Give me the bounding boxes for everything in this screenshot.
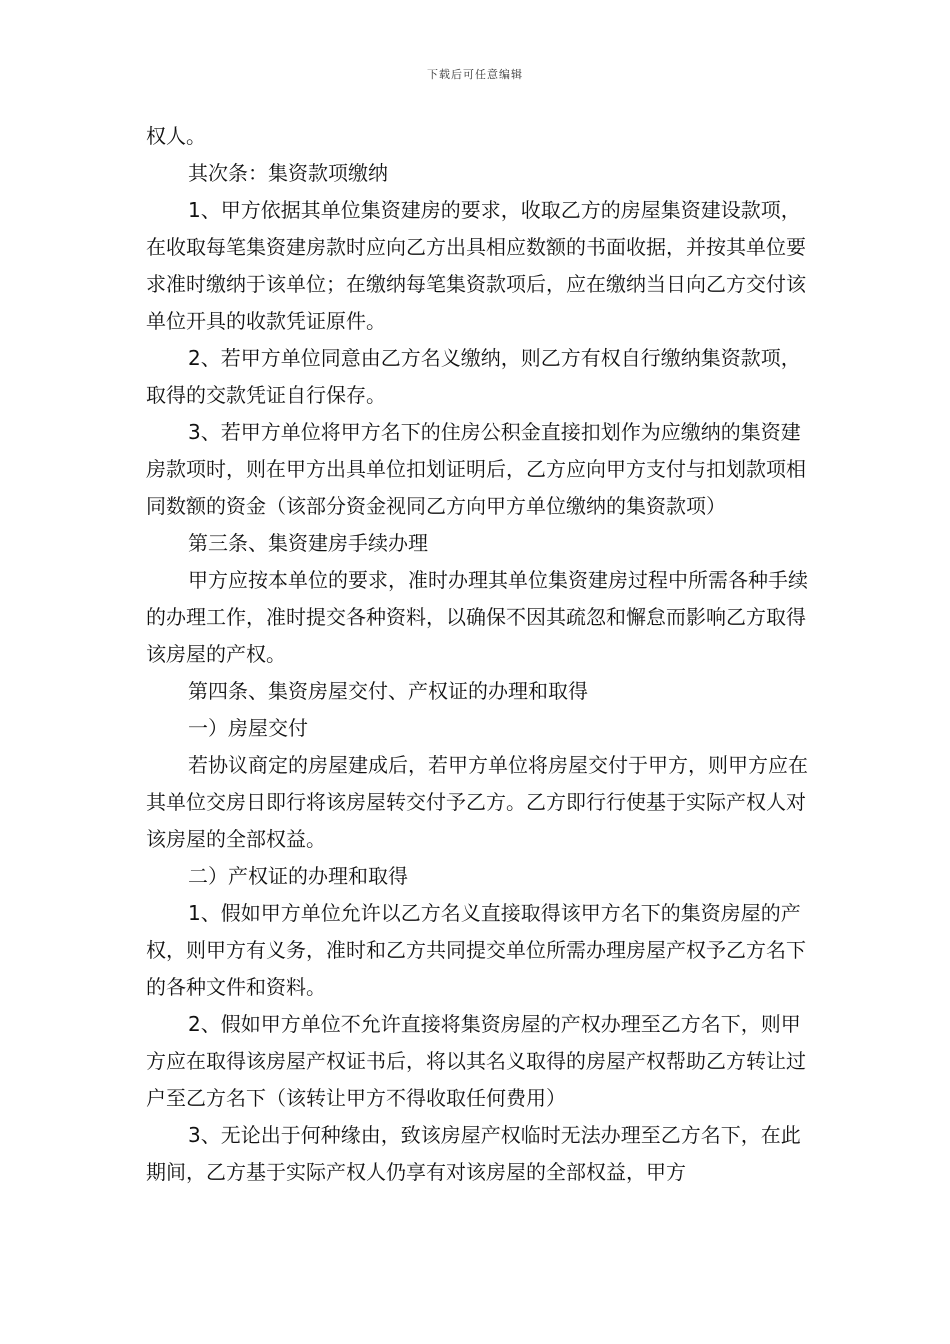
document-body [146,118,808,1191]
paragraph: 2、若甲方单位同意由乙方名义缴纳，则乙方有权自行缴纳集资款项，取得的交款凭证自行保存。 [146,346,801,407]
section-heading: 第四条、集资房屋交付、产权证的办理和取得 [188,679,588,703]
subsection-heading: 一）房屋交付 [188,716,308,740]
paragraph: 3、无论出于何种缘由，致该房屋产权临时无法办理至乙方名下，在此期间，乙方基于实际产权人仍享有对该房屋的全部权益，甲方 [146,1123,801,1184]
paragraph: 若协议商定的房屋建成后，若甲方单位将房屋交付于甲方，则甲方应在其单位交房日即行将该房屋转交付予乙方。乙方即行行使基于实际产权人对该房屋的全部权益。 [146,753,808,851]
paragraph: 甲方应按本单位的要求，准时办理其单位集资建房过程中所需各种手续的办理工作，准时提交各种资料，以确保不因其疏忽和懈怠而影响乙方取得该房屋的产权。 [146,568,808,666]
section-heading: 第三条、集资建房手续办理 [188,531,428,555]
paragraph: 权人。 [146,124,206,148]
paragraph: 1、甲方依据其单位集资建房的要求，收取乙方的房屋集资建设款项，在收取每笔集资建房款时应向乙方出具相应数额的书面收据，并按其单位要求准时缴纳于该单位；在缴纳每笔集资款项后，应在缴纳当日向乙方交付该单位开具的收款凭证原件。 [146,198,806,333]
paragraph: 3、若甲方单位将甲方名下的住房公积金直接扣划作为应缴纳的集资建房款项时，则在甲方出具单位扣划证明后，乙方应向甲方支付与扣划款项相同数额的资金（该部分资金视同乙方向甲方单位缴纳的集资款项） [146,420,806,518]
paragraph: 1、假如甲方单位允许以乙方名义直接取得该甲方名下的集资房屋的产权，则甲方有义务，准时和乙方共同提交单位所需办理房屋产权予乙方名下的各种文件和资料。 [146,901,806,999]
subsection-heading: 二）产权证的办理和取得 [188,864,408,888]
paragraph: 2、假如甲方单位不允许直接将集资房屋的产权办理至乙方名下，则甲方应在取得该房屋产权证书后，将以其名义取得的房屋产权帮助乙方转让过户至乙方名下（该转让甲方不得收取任何费用） [146,1012,806,1110]
section-heading: 其次条：集资款项缴纳 [188,161,388,185]
page-header: 下载后可任意编辑 [427,68,523,81]
